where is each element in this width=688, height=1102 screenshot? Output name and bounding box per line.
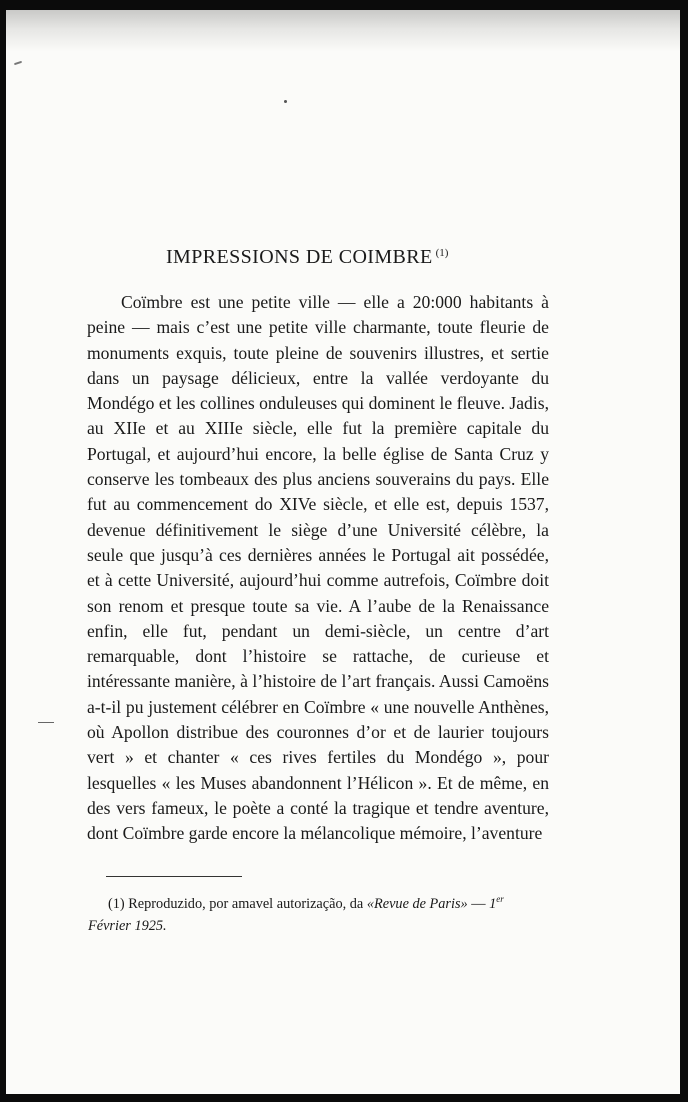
ink-speck: [14, 61, 22, 65]
scan-shadow: [6, 10, 680, 52]
footnote-source: «Revue de Paris»: [366, 896, 468, 912]
page-title: [166, 246, 448, 269]
margin-mark: [38, 722, 54, 723]
body-paragraph: Coïmbre est une petite ville — elle a 20:000 habitants à peine — mais c’est une petite ville charmante, toute fleurie de monuments exquis, toute pleine de souvenirs illustres, et sertie dans un paysage délicieux, entre la vallée verdoyante du Mondégo et les collines onduleuses qui dominent le fleuve. Jadis, au XIIe et au XIIIe siècle, elle fut la première capitale du Portugal, et aujourd’hui encore, la belle église de Santa Cruz y conserve les tombeaux des plus anciens souverains du pays. Elle fut au commencement do XIVe siècle, et elle est, depuis 1537, devenue définitivement le siège d’une Université célèbre, la seule que jusqu’à ces dernières années le Portugal ait possédée, et à cette Université, aujourd’hui comme autrefois, Coïmbre doit son renom et presque toute sa vie. A l’aube de la Renaissance enfin, elle fut, pendant un demi-siècle, un centre d’art remarquable, dont l’histoire se rattache, de curieuse et intéressante manière, à l’histoire de l’art français. Aussi Camoëns a-t-il pu justement célébrer en Coïmbre « une nouvelle Anthènes, où Apollon distribue des couronnes d’or et de laurier toujours vert » et chanter « ces rives fertiles du Mondégo », pour lesquelles « les Muses abandonnent l’Hélicon ». Et de même, en des vers fameux, le poète a conté la tragique et tendre aventure, dont Coïmbre garde encore la mélancolique mémoire, l’aventure: [87, 292, 549, 844]
ink-speck: [284, 100, 287, 103]
footnote-dash: —: [471, 896, 486, 912]
scanned-page: [6, 10, 680, 1094]
footnote-divider: [106, 876, 242, 877]
footnote-date: Février 1925.: [88, 918, 167, 934]
title-text: IMPRESSIONS DE COIMBRE: [166, 246, 433, 268]
title-footnote-marker: (1): [435, 247, 449, 259]
footnote-marker: (1): [108, 896, 125, 912]
footnote-day-suffix: er: [496, 894, 504, 904]
footnote-text: Reproduzido, por amavel autorização, da: [128, 896, 364, 912]
footnote: [88, 888, 548, 937]
footnote-day: 1: [489, 896, 497, 912]
